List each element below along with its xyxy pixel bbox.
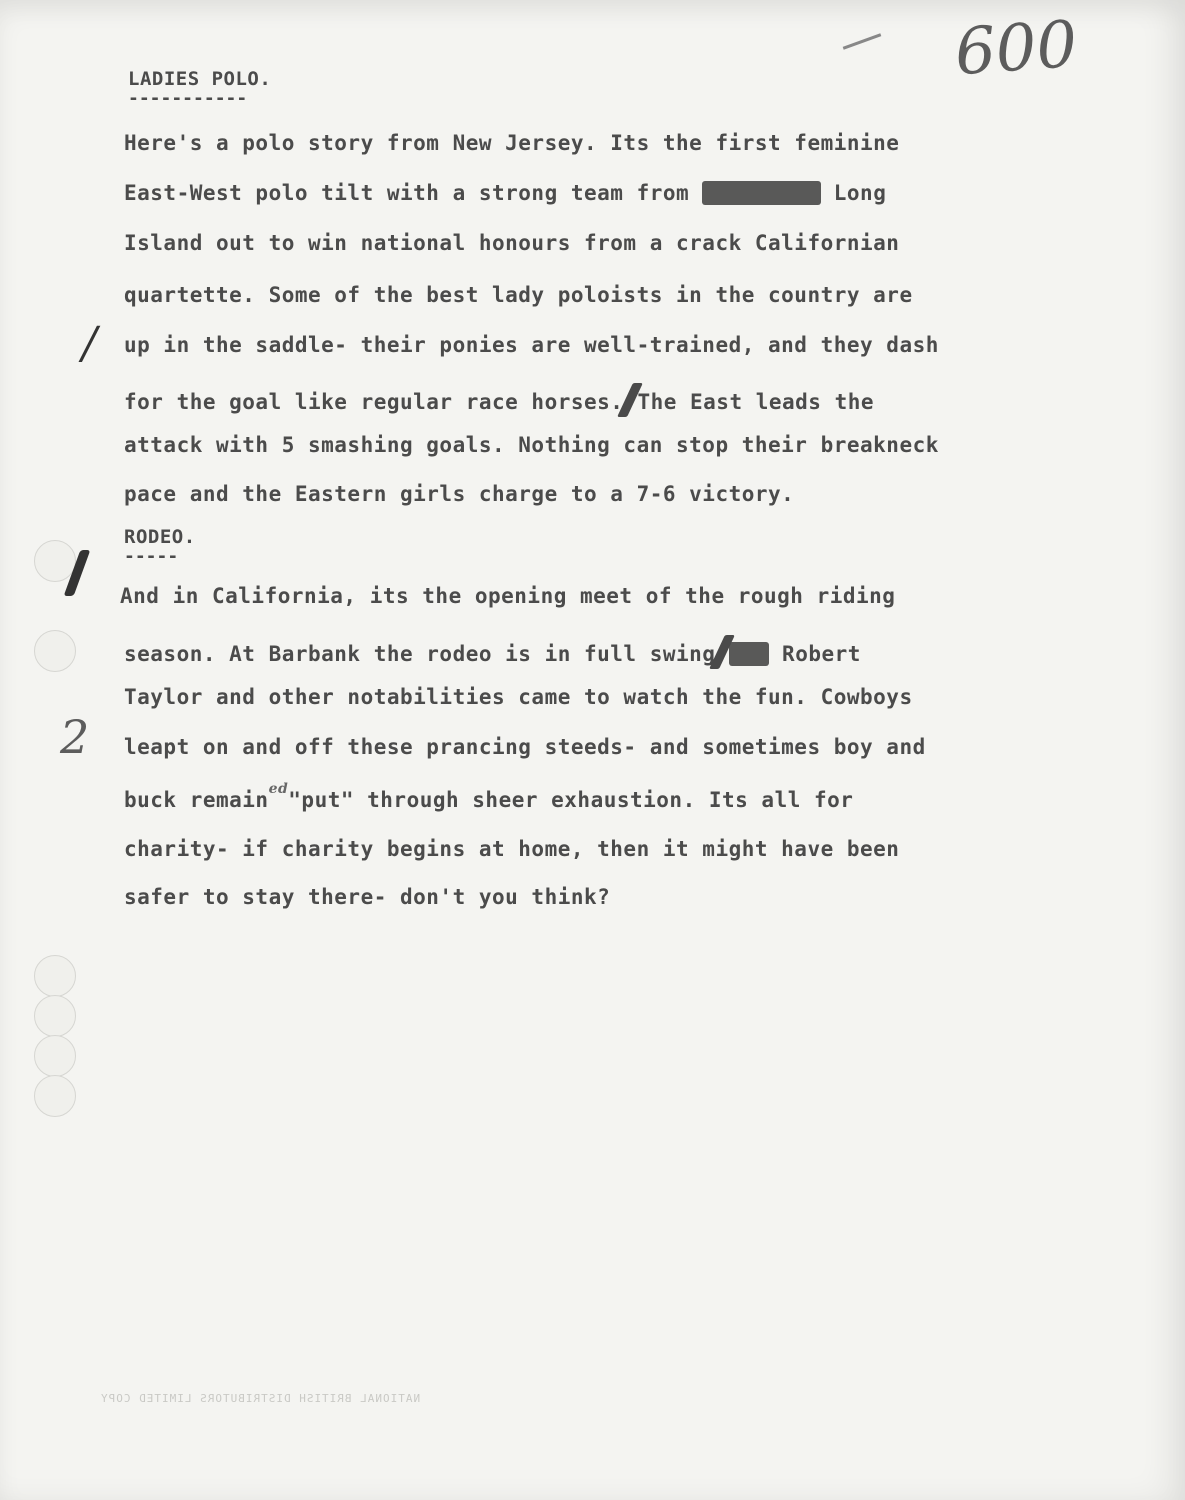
text-line: quartette. Some of the best lady poloists in the country are (124, 283, 913, 307)
text-line: Island out to win national honours from a crack Californian (124, 231, 900, 255)
heading-underline-rodeo: ----- (124, 546, 179, 567)
heading-underline-polo: ----------- (128, 88, 248, 109)
text-line: buck remain$^{ed}$"put" through sheer exhaustion. Its all for (124, 781, 854, 812)
text-line: leapt on and off these prancing steeds- and sometimes boy and (124, 735, 926, 759)
section-heading-rodeo: RODEO. (124, 526, 196, 548)
tick-mark (843, 33, 882, 49)
struck-out-text (702, 181, 820, 205)
handwritten-margin-mark-2: 2 (60, 710, 90, 764)
text-line: charity- if charity begins at home, then it might have been (124, 837, 900, 861)
text-line: for the goal like regular race horses. The East leads the (124, 383, 874, 417)
text-line: safer to stay there- don't you think? (124, 885, 611, 909)
faint-footer-bleedthrough: NATIONAL BRITISH DISTRIBUTORS LIMITED COPY (100, 1392, 421, 1405)
text-line: Here's a polo story from New Jersey. Its the first feminine (124, 131, 900, 155)
handwritten-page-number: 600 (952, 7, 1080, 91)
text-line: pace and the Eastern girls charge to a 7-6 victory. (124, 482, 795, 506)
handwritten-margin-mark-1: / (82, 318, 97, 369)
section-heading-polo: LADIES POLO. (128, 68, 272, 90)
text-line: And in California, its the opening meet of the rough riding (120, 584, 896, 608)
text-line: East-West polo tilt with a strong team from Long (124, 181, 887, 205)
handwritten-insertion: ed (268, 781, 289, 797)
struck-out-text (729, 642, 768, 666)
text-line: Taylor and other notabilities came to watch the fun. Cowboys (124, 685, 913, 709)
text-line: attack with 5 smashing goals. Nothing can stop their breakneck (124, 433, 939, 457)
text-line: season. At Barbank the rodeo is in full swing Robert (124, 635, 861, 669)
text-line: up in the saddle- their ponies are well-trained, and they dash (124, 333, 939, 357)
